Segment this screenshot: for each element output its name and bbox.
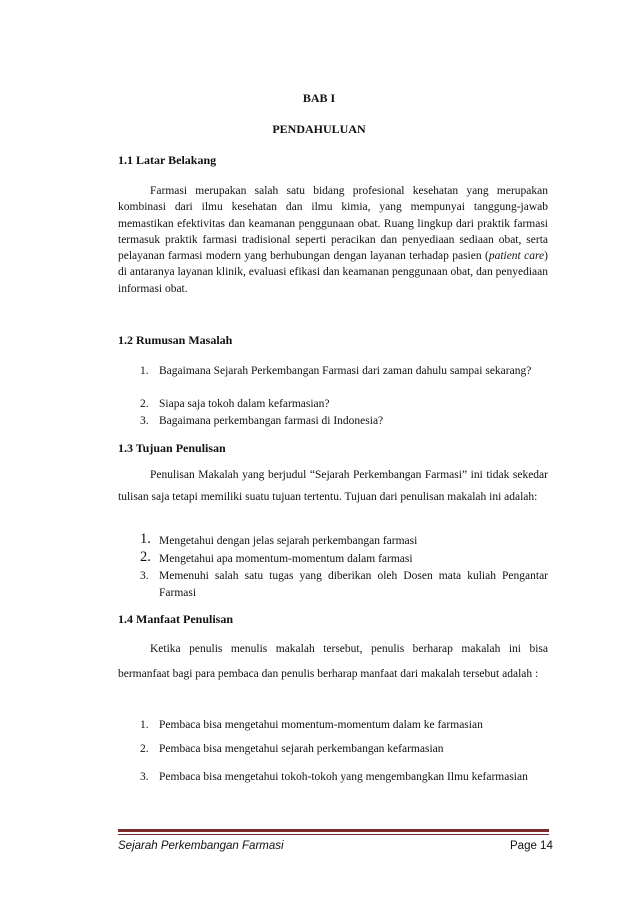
list-text: Pembaca bisa mengetahui momentum-momentum dalam ke farmasian [159,719,483,731]
section-heading-rumusan-masalah: 1.2 Rumusan Masalah [118,333,233,347]
list-item [140,717,548,734]
list-item [140,551,548,568]
list-number: 2. [140,398,149,410]
list-number: 2. [140,549,151,565]
list-text: Mengetahui apa momentum-momentum dalam farmasi [159,553,413,565]
section-heading-latar-belakang: 1.1 Latar Belakang [118,153,217,167]
chapter-label: BAB I [302,91,336,105]
list-number: 3. [140,415,149,427]
list-text: Memenuhi salah satu tugas yang diberikan oleh Dosen mata kuliah Pengantar Farmasi [159,570,548,599]
chapter-title: PENDAHULUAN [272,122,366,136]
footer-divider [118,829,549,832]
list-text: Pembaca bisa mengetahui sejarah perkembangan kefarmasian [159,743,444,755]
section-heading-tujuan-penulisan: 1.3 Tujuan Penulisan [118,441,226,455]
list-text: Mengetahui dengan jelas sejarah perkembangan farmasi [159,535,418,547]
paragraph-text: Farmasi merupakan salah satu bidang profesional kesehatan yang merupakan kombinasi dari ilmu kesehatan dan ilmu kimia, yang mempunyai tanggung-jawab memastikan efektivitas dan keamanan penggunaan obat. Ruang lingkup dari praktik farmasi termasuk praktik farmasi tradisional seperti peracikan dan penyediaan sediaan obat, serta pelayanan farmasi modern yang berhubungan dengan layanan terhadap pasien ( [118,185,548,263]
paragraph-text: Ketika penulis menulis makalah tersebut, penulis berharap makalah ini bisa bermanfaat bagi para pembaca dan penulis berharap manfaat dari makalah tersebut adalah : [118,643,548,680]
list-number: 1. [140,531,151,547]
list-text: Siapa saja tokoh dalam kefarmasian? [159,398,330,410]
footer-divider-thin [118,834,549,835]
paragraph-text: Penulisan Makalah yang berjudul “Sejarah Perkembangan Farmasi” ini tidak sekedar tulisan saja tetapi memiliki suatu tujuan tertentu. Tujuan dari penulisan makalah ini adalah: [118,469,548,503]
list-number: 3. [140,570,149,582]
emphasis-text: patient care [488,250,545,263]
list-number: 3. [140,771,149,783]
list-number: 1. [140,719,149,731]
list-item [140,363,548,380]
list-item [140,741,548,758]
paragraph-text: ) di antaranya layanan klinik, evaluasi efikasi dan keamanan penggunaan obat, dan penyediaan informasi obat. [118,250,548,295]
list-text: Pembaca bisa mengetahui tokoh-tokoh yang mengembangkan Ilmu kefarmasian [159,771,528,783]
paragraph-manfaat-penulisan [118,637,548,687]
list-text: Bagaimana Sejarah Perkembangan Farmasi dari zaman dahulu sampai sekarang? [159,365,532,377]
list-item [140,396,548,413]
list-item [140,765,548,789]
list-item [140,413,548,430]
page-number: Page 14 [510,840,553,852]
list-item [140,533,548,550]
section-heading-manfaat-penulisan: 1.4 Manfaat Penulisan [118,612,234,626]
footer-title: Sejarah Perkembangan Farmasi [118,840,284,852]
list-text: Bagaimana perkembangan farmasi di Indonesia? [159,415,384,427]
list-number: 2. [140,743,149,755]
list-item [140,568,548,602]
paragraph-latar-belakang [118,183,548,297]
list-number: 1. [140,365,149,377]
paragraph-tujuan-penulisan [118,465,548,508]
